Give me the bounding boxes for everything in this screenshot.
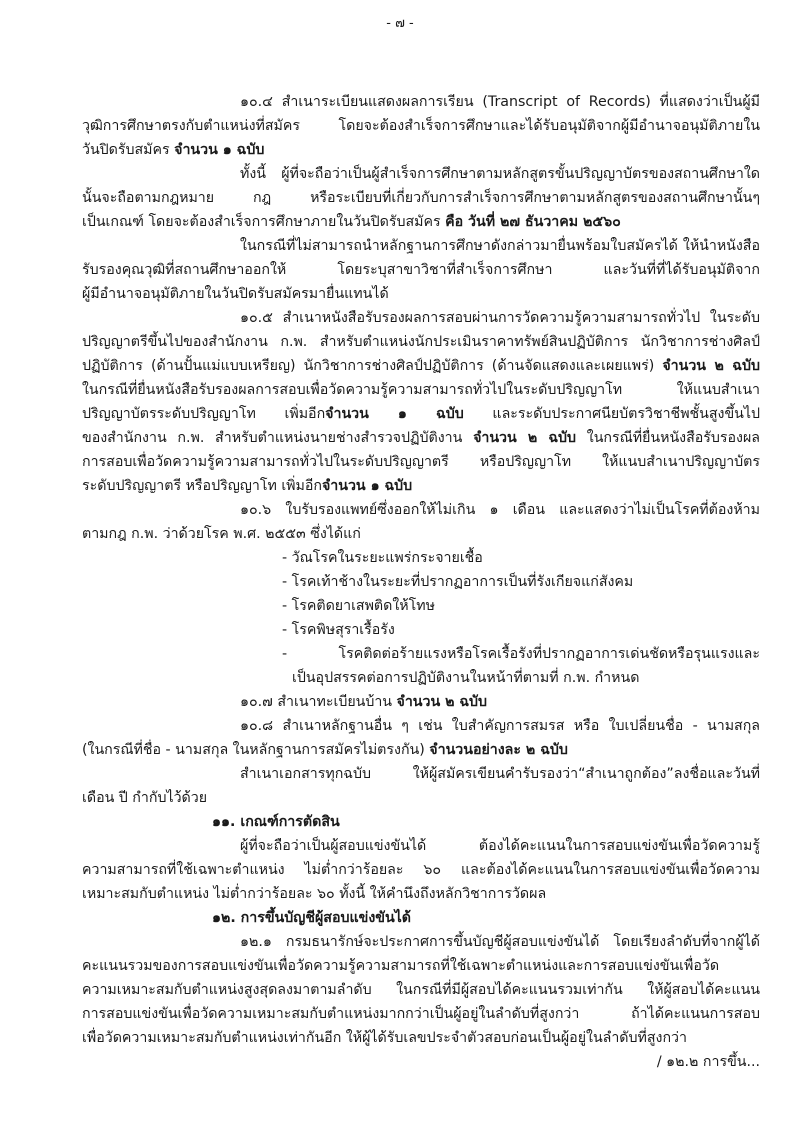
text: ระดับปริญญาตรี หรือปริญญาโท เพิ่มอีก xyxy=(82,478,322,494)
text-line xyxy=(82,210,760,234)
text: ของสำนักงาน ก.พ. สำหรับตำแหน่งนายช่างสำรวจปฏิบัติงาน xyxy=(82,430,474,446)
text: - โรคติดยาเสพติดให้โทษ xyxy=(282,598,435,614)
text-line xyxy=(82,618,760,642)
text: ในกรณีที่ไม่สามารถนำหลักฐานการศึกษาดังกล่าวมายื่นพร้อมใบสมัครได้ ให้นำหนังสือ xyxy=(240,238,760,254)
text-line xyxy=(82,90,760,114)
text-line xyxy=(82,762,760,786)
text: คะแนนรวมของการสอบแข่งขันเพื่อวัดความรู้ความสามารถที่ใช้เฉพาะตำแหน่งและการสอบแข่งขันเพื่อวัด xyxy=(82,958,720,974)
text: และระดับประกาศนียบัตรวิชาชีพชั้นสูงขึ้นไป xyxy=(463,406,760,422)
text-line xyxy=(82,138,760,162)
text: - โรคเท้าช้างในระยะที่ปรากฏอาการเป็นที่รังเกียจแก่สังคม xyxy=(282,574,634,590)
text-line xyxy=(82,978,760,1002)
text-line xyxy=(82,546,760,570)
text: สำเนาเอกสารทุกฉบับ ให้ผู้สมัครเขียนคำรับรองว่า“สำเนาถูกต้อง”ลงชื่อและวันที่ xyxy=(240,766,760,782)
text: การสอบแข่งขันเพื่อวัดความเหมาะสมกับตำแหน่งมากกว่าเป็นผู้อยู่ในลำดับที่สูงกว่า ถ้าได้คะแนนการสอบ xyxy=(82,1006,760,1022)
text-line xyxy=(82,594,760,618)
text-line xyxy=(82,354,760,378)
text-line xyxy=(82,954,760,978)
text: ในกรณีที่ยื่นหนังสือรับรองผลการสอบเพื่อวัดความรู้ความสามารถทั่วไปในระดับปริญญาโท ให้แนบสำเนา xyxy=(82,382,760,398)
text-line xyxy=(82,258,760,282)
text: การสอบเพื่อวัดความรู้ความสามารถทั่วไปในระดับปริญญาตรี หรือปริญญาโท ให้แนบสำเนาปริญญาบัตร xyxy=(82,454,760,470)
text: ผู้ที่จะถือว่าเป็นผู้สอบแข่งขันได้ ต้องได้คะแนนในการสอบแข่งขันเพื่อวัดความรู้ xyxy=(240,838,760,854)
text-line xyxy=(82,1050,760,1074)
text-line xyxy=(82,306,760,330)
text: (ในกรณีที่ชื่อ - นามสกุล ในหลักฐานการสมัครไม่ตรงกัน) xyxy=(82,742,430,758)
text-line xyxy=(82,570,760,594)
bold-text: ๑๑. เกณฑ์การตัดสิน xyxy=(212,814,340,830)
text-line xyxy=(82,234,760,258)
text: ๑๐.๘ สำเนาหลักฐานอื่น ๆ เช่น ใบสำคัญการสมรส หรือ ใบเปลี่ยนชื่อ - นามสกุล xyxy=(240,718,760,734)
text-line xyxy=(82,114,760,138)
text: ตามกฎ ก.พ. ว่าด้วยโรค พ.ศ. ๒๕๕๓ ซึ่งได้แก่ xyxy=(82,526,361,542)
text: ปริญญาบัตรระดับปริญญาโท เพิ่มอีก xyxy=(82,406,326,422)
text-line xyxy=(82,858,760,882)
text: ปริญญาตรีขึ้นไปของสำนักงาน ก.พ. สำหรับตำแหน่งนักประเมินราคาทรัพย์สินปฏิบัติการ นักวิชาการช่างศิลป์ xyxy=(82,334,760,350)
bold-text: จำนวน ๒ ฉบับ xyxy=(396,694,488,710)
text: นั้นจะถือตามกฎหมาย กฎ หรือระเบียบที่เกี่ยวกับการสำเร็จการศึกษาตามหลักสูตรของสถานศึกษานั้นๆ xyxy=(82,190,760,206)
text: ๑๒.๑ กรมธนารักษ์จะประกาศการขึ้นบัญชีผู้สอบแข่งขันได้ โดยเรียงลำดับที่จากผู้ได้ xyxy=(240,934,760,950)
text: วันปิดรับสมัคร xyxy=(82,142,175,158)
text-line xyxy=(82,402,760,426)
bold-text: จำนวน ๒ ฉบับ xyxy=(473,430,577,446)
text: รับรองคุณวุฒิที่สถานศึกษาออกให้ โดยระบุสาขาวิชาที่สำเร็จการศึกษา และวันที่ที่ได้รับอนุมัติจาก xyxy=(82,262,760,278)
text: ๑๐.๗ สำเนาทะเบียนบ้าน xyxy=(240,694,397,710)
text: เป็นอุปสรรคต่อการปฏิบัติงานในหน้าที่ตามที่ ก.พ. กำหนด xyxy=(292,670,640,686)
text-line xyxy=(82,1002,760,1026)
text-line xyxy=(82,378,760,402)
text: ความเหมาะสมกับตำแหน่งสูงสุดลงมาตามลำดับ ในกรณีที่มีผู้สอบได้คะแนนรวมเท่ากัน ให้ผู้สอบได้คะแนน xyxy=(82,982,760,998)
text: ในกรณีที่ยื่นหนังสือรับรองผล xyxy=(576,430,760,446)
bold-text: จำนวน ๑ ฉบับ xyxy=(174,142,265,158)
text-line xyxy=(82,474,760,498)
text-line xyxy=(82,930,760,954)
text: ผู้มีอำนาจอนุมัติภายในวันปิดรับสมัครมายื่นแทนได้ xyxy=(82,286,389,302)
text: ๑๐.๖ ใบรับรองแพทย์ซึ่งออกให้ไม่เกิน ๑ เดือน และแสดงว่าไม่เป็นโรคที่ต้องห้าม xyxy=(240,502,760,518)
text-line xyxy=(82,642,760,666)
text-line xyxy=(82,330,760,354)
text-line xyxy=(82,906,760,930)
text: เหมาะสมกับตำแหน่ง ไม่ต่ำกว่าร้อยละ ๖๐ ทั้งนี้ ให้คำนึงถึงหลักวิชาการวัดผล xyxy=(82,886,547,902)
text-line xyxy=(82,882,760,906)
text: เพื่อวัดความเหมาะสมกับตำแหน่งเท่ากันอีก ให้ผู้ได้รับเลขประจำตัวสอบก่อนเป็นผู้อยู่ในลำดับที่สูงกว่า xyxy=(82,1030,687,1046)
text-line xyxy=(82,690,760,714)
page-number: - ๗ - xyxy=(386,16,414,31)
text-line xyxy=(82,498,760,522)
text-line xyxy=(82,666,760,690)
text: ๑๐.๕ สำเนาหนังสือรับรองผลการสอบผ่านการวัดความรู้ความสามารถทั่วไป ในระดับ xyxy=(240,310,760,326)
text-line xyxy=(82,522,760,546)
bold-text: จำนวนอย่างละ ๒ ฉบับ xyxy=(429,742,568,758)
text-line xyxy=(82,450,760,474)
bold-text: จำนวน ๑ ฉบับ xyxy=(321,478,413,494)
bold-text: ๑๒. การขึ้นบัญชีผู้สอบแข่งขันได้ xyxy=(212,910,411,926)
bold-text: คือ วันที่ ๒๗ ธันวาคม ๒๕๖๐ xyxy=(445,214,621,230)
text-line xyxy=(82,282,760,306)
text-line xyxy=(82,714,760,738)
text: ๑๐.๔ สำเนาระเบียนแสดงผลการเรียน (Transcript of Records) ที่แสดงว่าเป็นผู้มี xyxy=(240,94,760,110)
bold-text: จำนวน ๑ ฉบับ xyxy=(325,406,464,422)
text: วุฒิการศึกษาตรงกับตำแหน่งที่สมัคร โดยจะต้องสำเร็จการศึกษาและได้รับอนุมัติจากผู้มีอำนาจอนุมัติภายใน xyxy=(82,118,760,134)
text-line xyxy=(82,426,760,450)
text: ความสามารถที่ใช้เฉพาะตำแหน่ง ไม่ต่ำกว่าร้อยละ ๖๐ และต้องได้คะแนนในการสอบแข่งขันเพื่อวัดความ xyxy=(82,862,760,878)
bold-text: จำนวน ๒ ฉบับ xyxy=(662,358,760,374)
text-line xyxy=(82,738,760,762)
text: เป็นเกณฑ์ โดยจะต้องสำเร็จการศึกษาภายในวันปิดรับสมัคร xyxy=(82,214,446,230)
text-line xyxy=(82,1026,760,1050)
text-line xyxy=(82,810,760,834)
text: - วัณโรคในระยะแพร่กระจายเชื้อ xyxy=(282,550,483,566)
text-line xyxy=(82,834,760,858)
text: - โรคติดต่อร้ายแรงหรือโรคเรื้อรังที่ปรากฏอาการเด่นชัดหรือรุนแรงและ xyxy=(282,646,760,662)
text: - โรคพิษสุราเรื้อรัง xyxy=(282,622,395,638)
text-line xyxy=(82,162,760,186)
text-line xyxy=(82,786,760,810)
text: ทั้งนี้ ผู้ที่จะถือว่าเป็นผู้สำเร็จการศึกษาตามหลักสูตรขั้นปริญญาบัตรของสถานศึกษาใด xyxy=(240,166,760,182)
text: ปฏิบัติการ (ด้านปั้นแม่แบบเหรียญ) นักวิชาการช่างศิลป์ปฏิบัติการ (ด้านจัดแสดงและเผยแพร่) xyxy=(82,358,663,374)
text: เดือน ปี กำกับไว้ด้วย xyxy=(82,790,208,806)
text-line xyxy=(82,186,760,210)
document-body xyxy=(82,90,760,1074)
text: / ๑๒.๒ การขึ้น... xyxy=(656,1054,760,1070)
